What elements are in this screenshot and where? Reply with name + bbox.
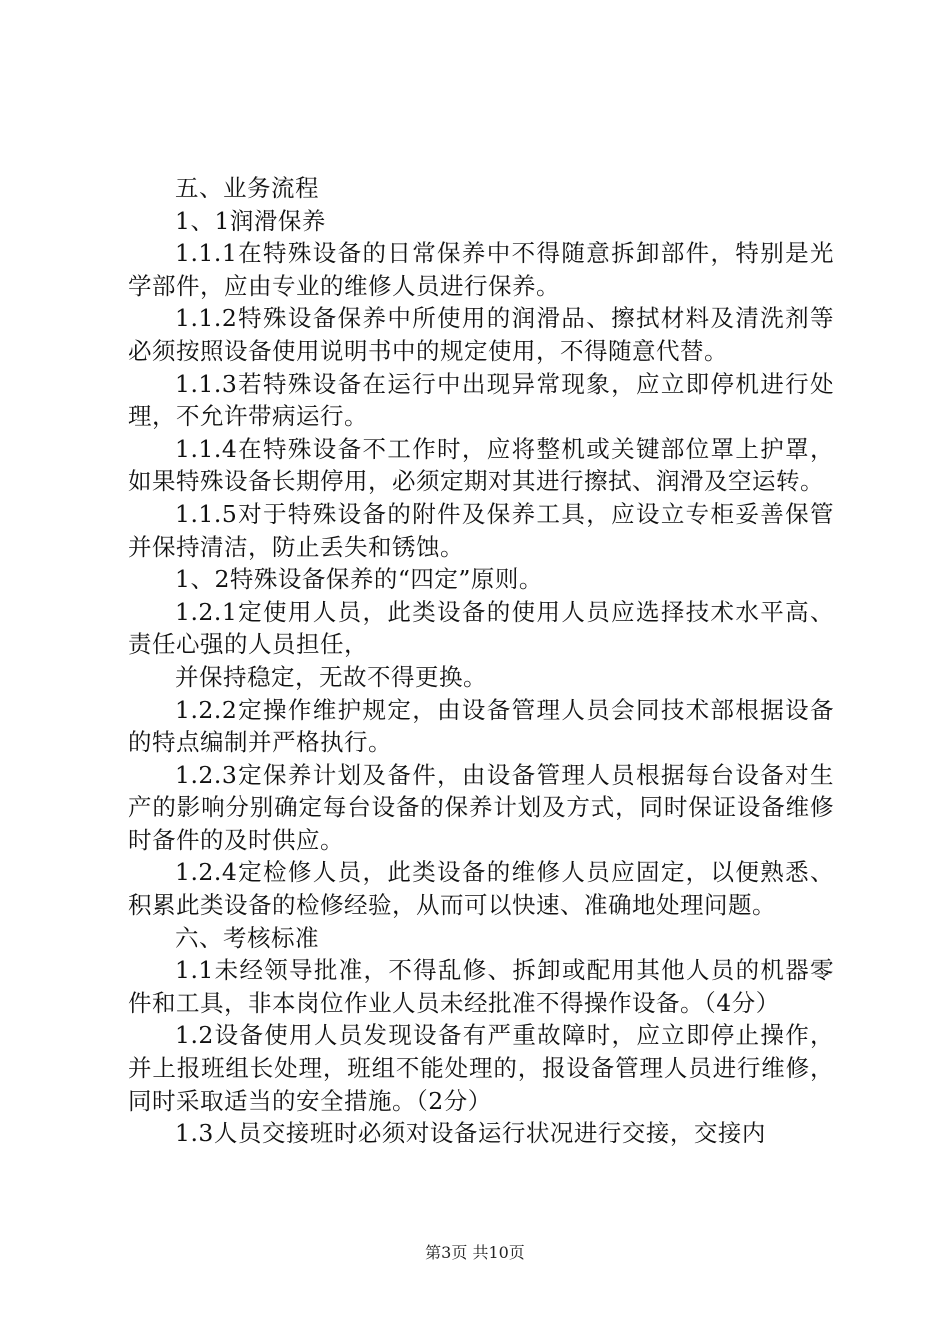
paragraph-1-1-5: 1.1.5对于特殊设备的附件及保养工具，应设立专柜妥善保管并保持清洁，防止丢失和锈蚀。 bbox=[128, 499, 834, 561]
document-body bbox=[128, 172, 834, 1150]
paragraph-1-2-4: 1.2.4定检修人员，此类设备的维修人员应固定，以便熟悉、积累此类设备的检修经验，从而可以快速、准确地处理问题。 bbox=[128, 858, 834, 920]
subsection-heading-1-1: 1、1润滑保养 bbox=[175, 206, 326, 235]
section-heading-6: 六、考核标准 bbox=[175, 923, 319, 952]
paragraph-1-2-1: 1.2.1定使用人员，此类设备的使用人员应选择技术水平高、责任心强的人员担任， bbox=[128, 597, 834, 659]
paragraph-1-1-1: 1.1.1在特殊设备的日常保养中不得随意拆卸部件，特别是光学部件，应由专业的维修人员进行保养。 bbox=[128, 239, 834, 300]
paragraph-1-1-3: 1.1.3若特殊设备在运行中出现异常现象，应立即停机进行处理，不允许带病运行。 bbox=[128, 369, 834, 431]
paragraph-1-2-2: 1.2.2定操作维护规定，由设备管理人员会同技术部根据设备的特点编制并严格执行。 bbox=[128, 695, 834, 757]
paragraph-6-1-2: 1.2设备使用人员发现设备有严重故障时，应立即停止操作，并上报班组长处理，班组不能处理的，报设备管理人员进行维修，同时采取适当的安全措施。（2分） bbox=[128, 1021, 834, 1115]
paragraph-1-2-3: 1.2.3定保养计划及备件，由设备管理人员根据每台设备对生产的影响分别确定每台设备的保养计划及方式，同时保证设备维修时备件的及时供应。 bbox=[128, 760, 834, 854]
subsection-heading-1-2: 1、2特殊设备保养的“四定”原则。 bbox=[175, 565, 543, 594]
section-heading-5: 五、业务流程 bbox=[175, 174, 319, 202]
paragraph-6-1-1: 1.1未经领导批准，不得乱修、拆卸或配用其他人员的机器零件和工具，非本岗位作业人员未经批准不得操作设备。（4分） bbox=[128, 956, 834, 1017]
paragraph-1-1-2: 1.1.2特殊设备保养中所使用的润滑品、擦拭材料及清洗剂等必须按照设备使用说明书中的规定使用，不得随意代替。 bbox=[128, 304, 834, 365]
paragraph-6-1-3: 1.3人员交接班时必须对设备运行状况进行交接，交接内 bbox=[175, 1119, 766, 1148]
paragraph-1-1-4: 1.1.4在特殊设备不工作时，应将整机或关键部位罩上护罩，如果特殊设备长期停用，必须定期对其进行擦拭、润滑及空运转。 bbox=[128, 434, 834, 496]
paragraph-1-2-1-continued: 并保持稳定，无故不得更换。 bbox=[175, 662, 487, 691]
page-number-footer: 第3页 共10页 bbox=[425, 1243, 525, 1262]
